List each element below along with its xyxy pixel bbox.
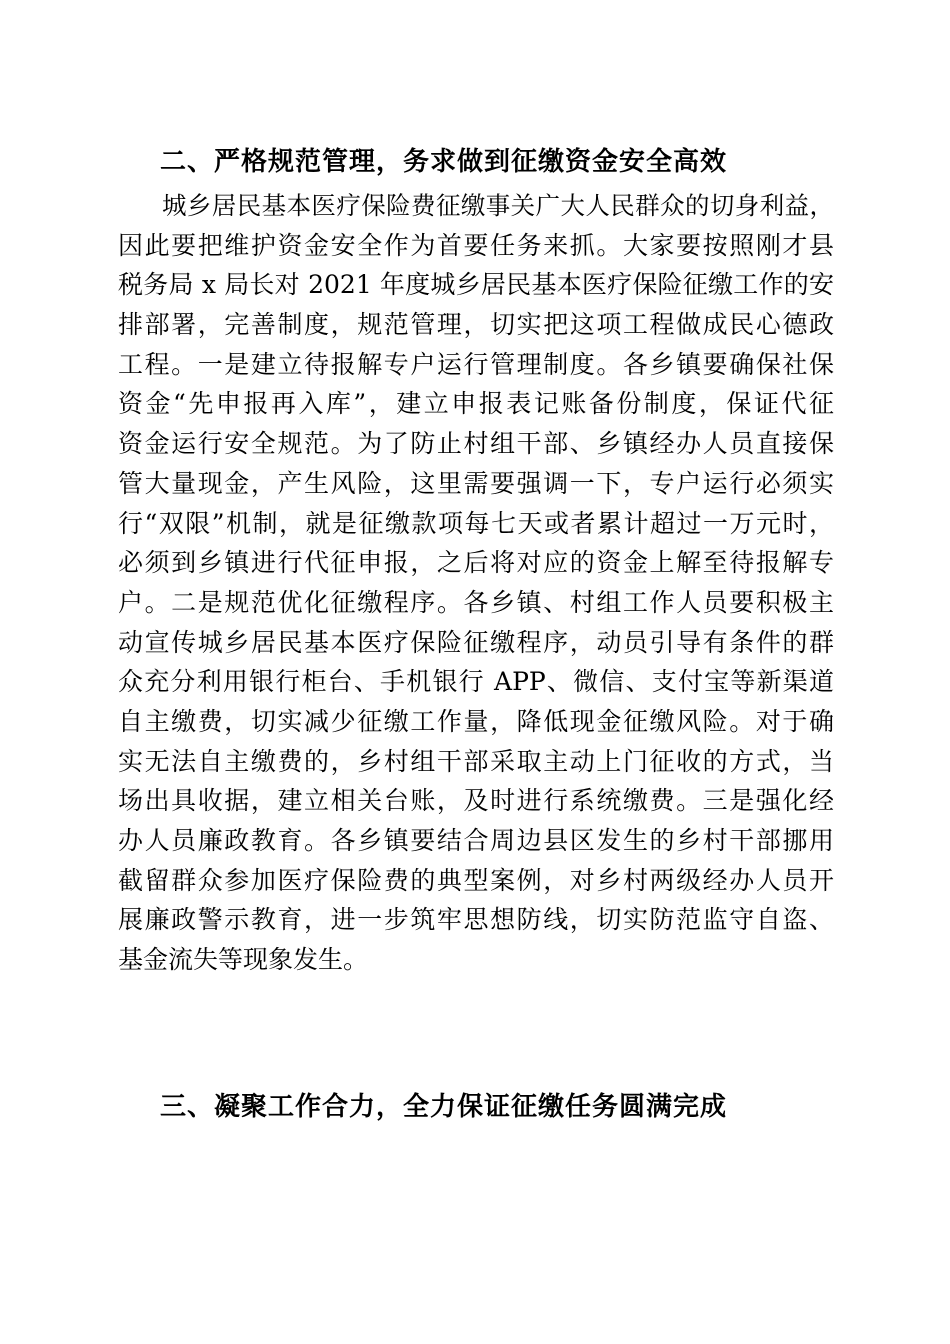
section-2-paragraph [118, 186, 834, 980]
paragraph-line: 场出具收据，建立相关台账，及时进行系统缴费。三是强化经 [118, 786, 834, 816]
paragraph-line: 截留群众参加医疗保险费的典型案例，对乡村两级经办人员开 [118, 865, 834, 895]
paragraph-line: 基金流失等现象发生。 [118, 945, 369, 975]
paragraph-line: 众充分利用银行柜台、手机银行 APP、微信、支付宝等新渠道 [118, 667, 834, 697]
paragraph-line: 资金“先申报再入库”，建立申报表记账备份制度，保证代征 [118, 389, 834, 419]
paragraph-line: 税务局 x 局长对 2021 年度城乡居民基本医疗保险征缴工作的安 [118, 270, 834, 300]
paragraph-line: 排部署，完善制度，规范管理，切实把这项工程做成民心德政 [118, 310, 834, 340]
paragraph-line: 城乡居民基本医疗保险费征缴事关广大人民群众的切身利益， [162, 191, 834, 220]
paragraph-line: 工程。一是建立待报解专户运行管理制度。各乡镇要确保社保 [118, 349, 834, 379]
paragraph-line: 资金运行安全规范。为了防止村组干部、乡镇经办人员直接保 [118, 429, 834, 459]
paragraph-line: 户。二是规范优化征缴程序。各乡镇、村组工作人员要积极主 [118, 587, 834, 617]
paragraph-line: 管大量现金，产生风险，这里需要强调一下，专户运行必须实 [118, 468, 834, 498]
paragraph-line: 自主缴费，切实减少征缴工作量，降低现金征缴风险。对于确 [118, 706, 834, 736]
paragraph-line: 动宣传城乡居民基本医疗保险征缴程序，动员引导有条件的群 [118, 627, 834, 657]
section-heading-3: 三、凝聚工作合力，全力保证征缴任务圆满完成 [160, 1092, 728, 1122]
paragraph-line: 展廉政警示教育，进一步筑牢思想防线，切实防范监守自盗、 [118, 905, 834, 935]
paragraph-line: 实无法自主缴费的，乡村组干部采取主动上门征收的方式，当 [118, 746, 834, 776]
paragraph-line: 因此要把维护资金安全作为首要任务来抓。大家要按照刚才县 [118, 230, 834, 260]
paragraph-line: 必须到乡镇进行代征申报，之后将对应的资金上解至待报解专 [118, 548, 834, 578]
paragraph-line: 行“双限”机制，就是征缴款项每七天或者累计超过一万元时， [118, 508, 834, 538]
section-heading-2: 二、严格规范管理，务求做到征缴资金安全高效 [160, 147, 728, 177]
paragraph-line: 办人员廉政教育。各乡镇要结合周边县区发生的乡村干部挪用 [118, 826, 834, 855]
